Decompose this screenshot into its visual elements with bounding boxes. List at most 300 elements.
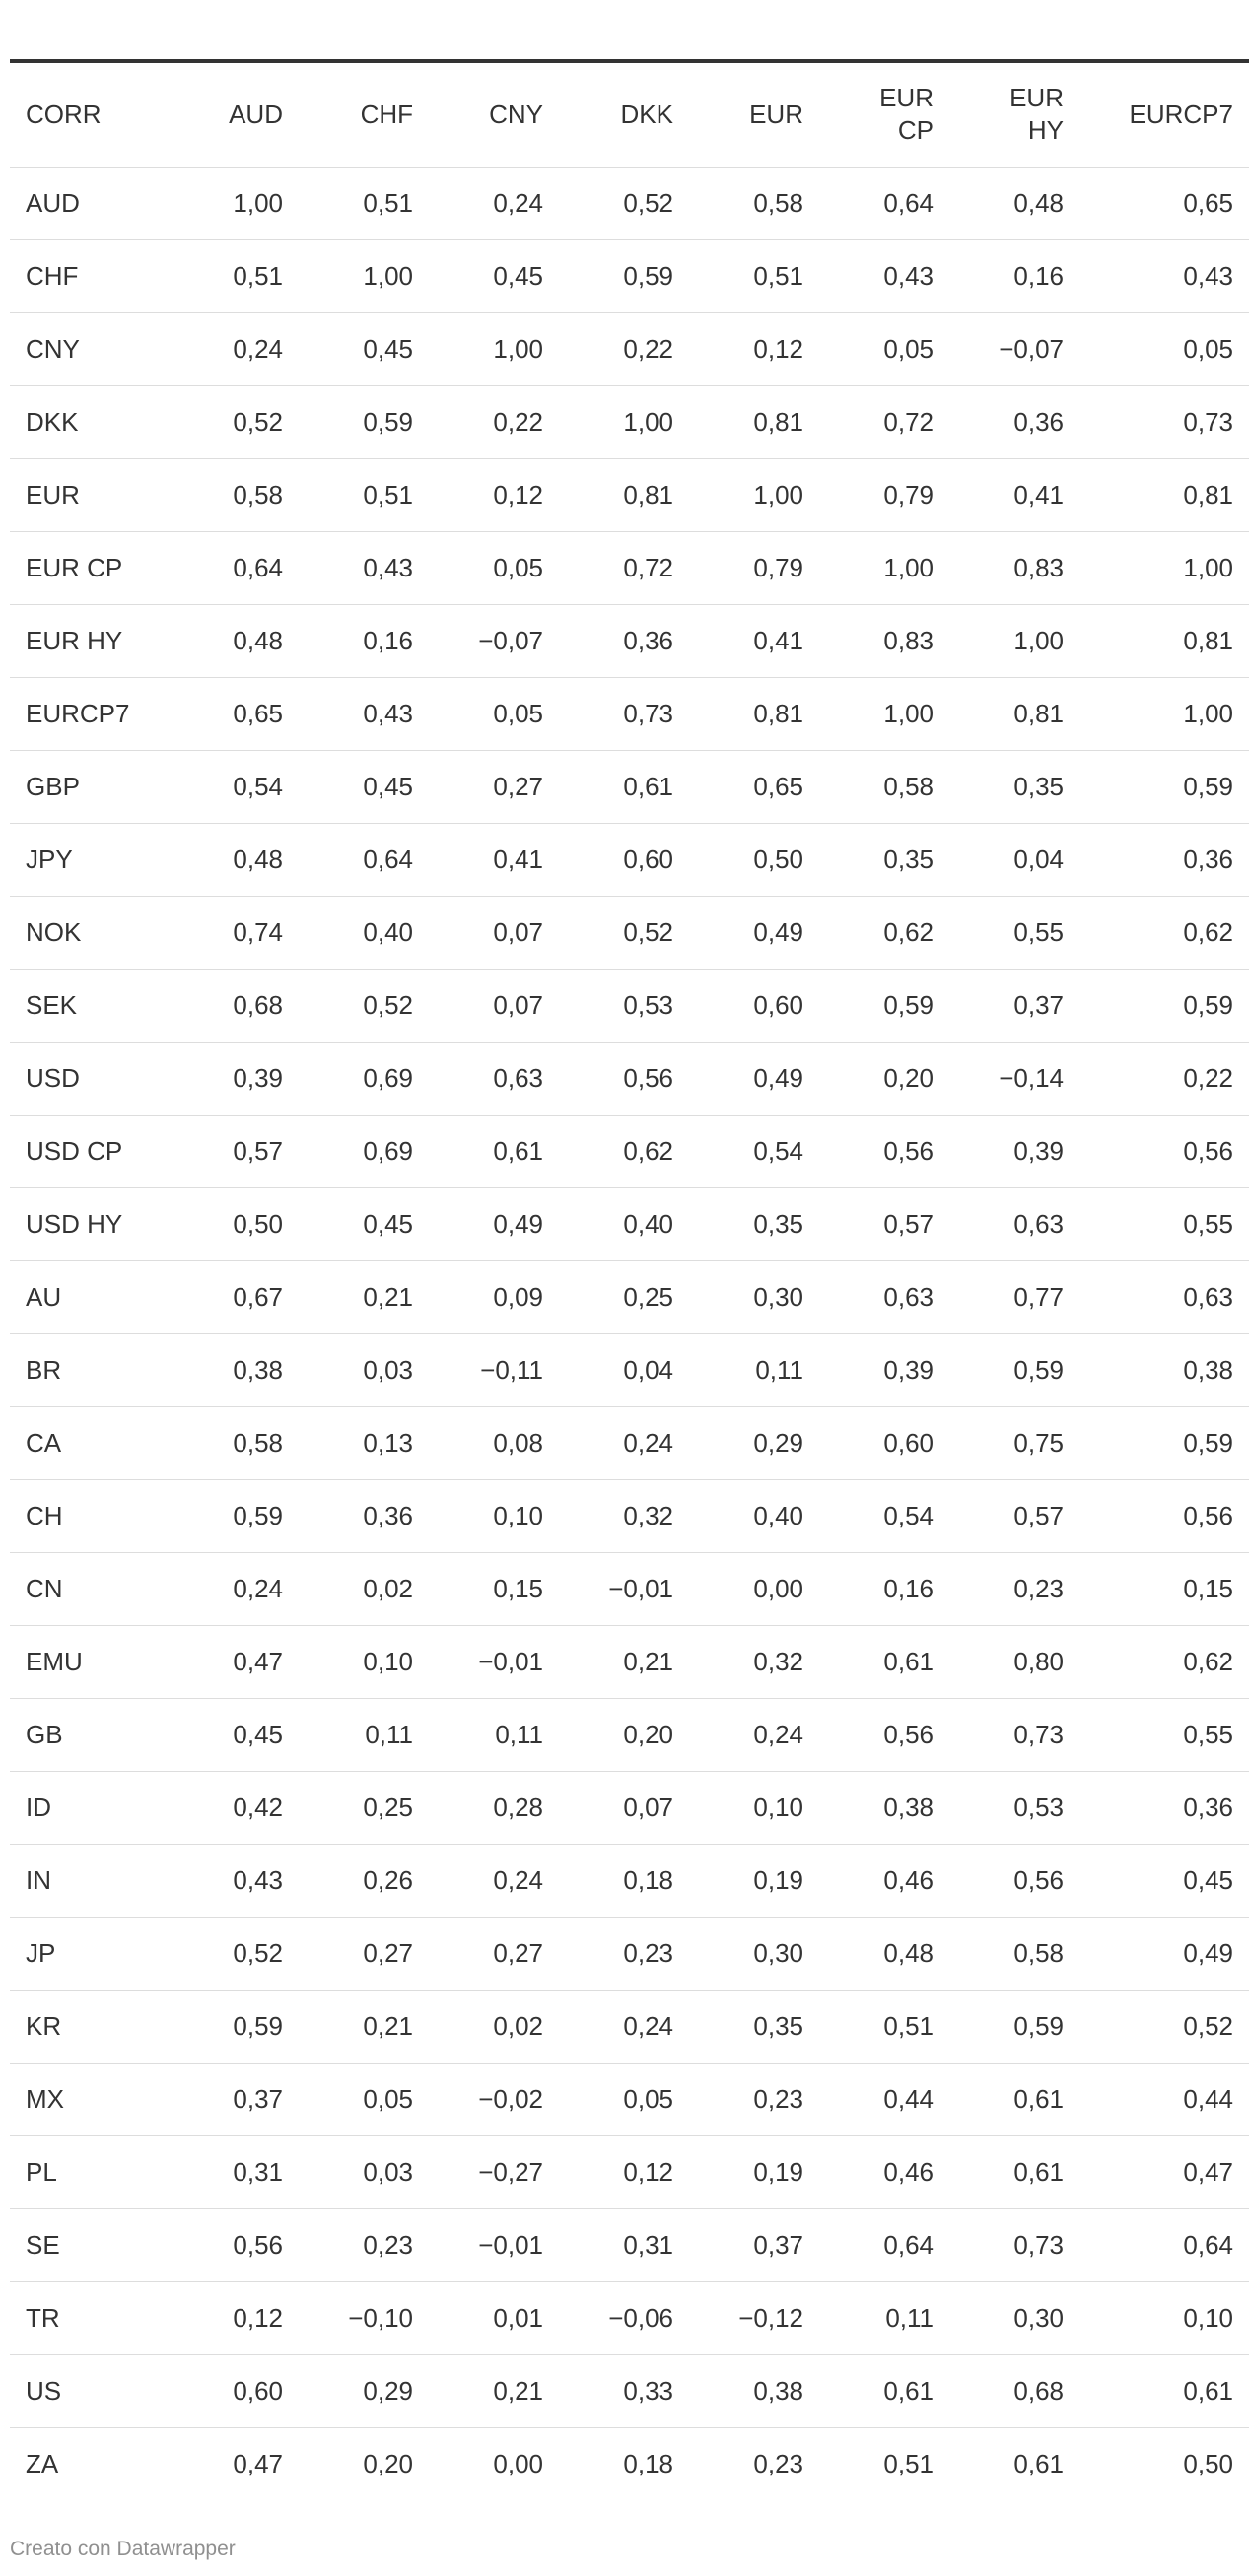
table-cell: 0,15 <box>1183 1573 1233 1603</box>
table-cell: 0,61 <box>1013 2083 1064 2114</box>
table-cell: 0,05 <box>1183 333 1233 364</box>
table-cell: 0,00 <box>493 2448 543 2478</box>
table-cell: 0,23 <box>753 2448 803 2478</box>
table-cell: 0,00 <box>753 1573 803 1603</box>
table-cell: 0,29 <box>753 1427 803 1457</box>
table-cell: 0,22 <box>493 406 543 437</box>
table-cell: 0,35 <box>753 1208 803 1239</box>
table-cell: 0,13 <box>363 1427 413 1457</box>
table-cell: 0,31 <box>623 2229 673 2260</box>
table-cell: 0,28 <box>493 1792 543 1822</box>
table-cell: −0,06 <box>608 2302 673 2333</box>
table-row <box>10 1333 1249 1406</box>
table-cell: 0,83 <box>1013 552 1064 582</box>
table-cell: 0,51 <box>233 260 283 291</box>
row-label: EUR CP <box>26 552 123 582</box>
row-label: NOK <box>26 916 82 947</box>
table-row <box>10 604 1249 677</box>
table-cell: 0,73 <box>623 698 673 728</box>
table-cell: 0,30 <box>753 1281 803 1312</box>
column-header: EUR HY <box>1009 83 1064 146</box>
table-cell: 0,49 <box>753 916 803 947</box>
table-row <box>10 1406 1249 1479</box>
table-cell: 0,27 <box>363 1937 413 1968</box>
table-cell: 0,62 <box>1183 916 1233 947</box>
table-cell: 0,36 <box>623 625 673 655</box>
table-cell: −0,10 <box>348 2302 413 2333</box>
table-cell: 0,43 <box>363 552 413 582</box>
table-cell: 0,62 <box>883 916 934 947</box>
table-cell: 0,49 <box>1183 1937 1233 1968</box>
table-cell: 0,81 <box>753 698 803 728</box>
table-cell: 0,47 <box>233 1646 283 1676</box>
table-cell: 0,59 <box>233 1500 283 1530</box>
table-cell: 0,73 <box>1013 1719 1064 1749</box>
table-cell: 0,38 <box>1183 1354 1233 1385</box>
table-cell: 0,22 <box>623 333 673 364</box>
table-row <box>10 2354 1249 2427</box>
table-cell: 0,43 <box>233 1864 283 1895</box>
table-cell: 0,68 <box>233 989 283 1020</box>
table-cell: 0,38 <box>883 1792 934 1822</box>
correlation-table <box>10 59 1249 2500</box>
table-cell: 0,15 <box>493 1573 543 1603</box>
table-cell: 0,24 <box>623 2010 673 2041</box>
table-cell: 0,58 <box>883 771 934 801</box>
table-cell: 0,38 <box>233 1354 283 1385</box>
table-cell: 0,81 <box>1183 479 1233 509</box>
table-cell: 0,67 <box>233 1281 283 1312</box>
table-cell: 0,39 <box>233 1062 283 1093</box>
row-label: USD CP <box>26 1135 123 1166</box>
table-cell: 0,61 <box>1013 2448 1064 2478</box>
table-cell: 0,23 <box>753 2083 803 2114</box>
table-cell: 0,16 <box>363 625 413 655</box>
table-cell: 0,07 <box>493 989 543 1020</box>
table-cell: 0,29 <box>363 2375 413 2406</box>
table-cell: 0,20 <box>883 1062 934 1093</box>
table-cell: 0,51 <box>883 2448 934 2478</box>
table-cell: 1,00 <box>363 260 413 291</box>
table-cell: 0,05 <box>493 698 543 728</box>
table-cell: 0,81 <box>1013 698 1064 728</box>
table-cell: 0,56 <box>883 1135 934 1166</box>
table-row <box>10 2427 1249 2500</box>
table-cell: 0,11 <box>365 1719 413 1749</box>
table-cell: 0,08 <box>493 1427 543 1457</box>
table-cell: 0,56 <box>883 1719 934 1749</box>
table-cell: 0,45 <box>1183 1864 1233 1895</box>
table-cell: 0,21 <box>363 1281 413 1312</box>
table-cell: 0,59 <box>1013 1354 1064 1385</box>
table-cell: 0,40 <box>623 1208 673 1239</box>
table-row <box>10 1552 1249 1625</box>
table-cell: 1,00 <box>1183 698 1233 728</box>
row-label: BR <box>26 1354 62 1385</box>
table-row <box>10 2135 1249 2208</box>
table-cell: −0,11 <box>480 1354 543 1385</box>
table-cell: 0,05 <box>883 333 934 364</box>
table-cell: 0,21 <box>363 2010 413 2041</box>
table-cell: 0,63 <box>883 1281 934 1312</box>
table-cell: 0,24 <box>623 1427 673 1457</box>
table-cell: 0,45 <box>363 1208 413 1239</box>
table-cell: 0,24 <box>493 1864 543 1895</box>
table-cell: 0,53 <box>1013 1792 1064 1822</box>
table-cell: 0,48 <box>883 1937 934 1968</box>
table-row <box>10 458 1249 531</box>
table-cell: 0,10 <box>493 1500 543 1530</box>
table-cell: 0,45 <box>363 771 413 801</box>
table-cell: −0,01 <box>478 2229 543 2260</box>
table-cell: 0,48 <box>1013 187 1064 218</box>
table-cell: 0,04 <box>1013 844 1064 874</box>
table-cell: 0,83 <box>883 625 934 655</box>
table-cell: 0,59 <box>363 406 413 437</box>
table-cell: 0,02 <box>363 1573 413 1603</box>
table-cell: 0,51 <box>753 260 803 291</box>
table-body <box>10 167 1249 2500</box>
table-cell: 0,52 <box>623 187 673 218</box>
table-cell: 0,49 <box>493 1208 543 1239</box>
row-label: USD <box>26 1062 80 1093</box>
row-label: JP <box>26 1937 56 1968</box>
row-label: AU <box>26 1281 62 1312</box>
table-row <box>10 385 1249 458</box>
table-row <box>10 896 1249 969</box>
table-cell: 0,81 <box>753 406 803 437</box>
table-cell: 0,57 <box>233 1135 283 1166</box>
table-cell: 0,37 <box>1013 989 1064 1020</box>
table-cell: 0,23 <box>363 2229 413 2260</box>
row-label: ZA <box>26 2448 59 2478</box>
table-cell: 0,51 <box>883 2010 934 2041</box>
table-cell: 0,65 <box>753 771 803 801</box>
table-row <box>10 167 1249 239</box>
table-cell: 0,59 <box>883 989 934 1020</box>
table-cell: 0,52 <box>363 989 413 1020</box>
table-cell: 0,51 <box>363 187 413 218</box>
table-row <box>10 823 1249 896</box>
table-cell: 0,77 <box>1013 1281 1064 1312</box>
table-cell: 0,18 <box>623 2448 673 2478</box>
table-cell: 0,24 <box>493 187 543 218</box>
table-cell: 0,27 <box>493 1937 543 1968</box>
row-label: SEK <box>26 989 78 1020</box>
table-cell: 0,16 <box>883 1573 934 1603</box>
row-label: ID <box>26 1792 51 1822</box>
row-label: JPY <box>26 844 73 874</box>
table-cell: 0,12 <box>493 479 543 509</box>
row-label: EURCP7 <box>26 698 130 728</box>
table-cell: 0,79 <box>883 479 934 509</box>
table-header <box>10 61 1249 167</box>
table-cell: 0,19 <box>753 1864 803 1895</box>
table-cell: 0,55 <box>1183 1719 1233 1749</box>
table-row <box>10 1479 1249 1552</box>
table-cell: 0,64 <box>363 844 413 874</box>
table-cell: −0,01 <box>608 1573 673 1603</box>
table-cell: 0,07 <box>493 916 543 947</box>
row-label: DKK <box>26 406 79 437</box>
table-cell: −0,02 <box>478 2083 543 2114</box>
table-cell: 0,03 <box>363 2156 413 2187</box>
table-cell: 0,47 <box>1183 2156 1233 2187</box>
table-cell: 0,39 <box>1013 1135 1064 1166</box>
column-header: EUR CP <box>879 83 934 146</box>
table-cell: 0,05 <box>493 552 543 582</box>
table-cell: 0,25 <box>623 1281 673 1312</box>
table-cell: 0,61 <box>883 2375 934 2406</box>
table-cell: 0,62 <box>623 1135 673 1166</box>
table-cell: 0,63 <box>1183 1281 1233 1312</box>
table-cell: 0,72 <box>623 552 673 582</box>
table-cell: 0,50 <box>753 844 803 874</box>
table-cell: 0,21 <box>623 1646 673 1676</box>
table-cell: 0,45 <box>363 333 413 364</box>
table-cell: 0,11 <box>495 1719 543 1749</box>
table-cell: 0,12 <box>233 2302 283 2333</box>
table-cell: 0,79 <box>753 552 803 582</box>
table-cell: 0,49 <box>753 1062 803 1093</box>
table-row <box>10 239 1249 312</box>
table-cell: 0,58 <box>753 187 803 218</box>
table-cell: 0,32 <box>623 1500 673 1530</box>
table-cell: 0,61 <box>1013 2156 1064 2187</box>
table-cell: 0,05 <box>363 2083 413 2114</box>
row-label: US <box>26 2375 62 2406</box>
table-cell: 0,05 <box>623 2083 673 2114</box>
table-cell: 0,38 <box>753 2375 803 2406</box>
table-cell: 0,23 <box>1013 1573 1064 1603</box>
table-cell: 0,52 <box>233 1937 283 1968</box>
row-label: CNY <box>26 333 80 364</box>
row-label: EUR <box>26 479 80 509</box>
table-cell: 1,00 <box>623 406 673 437</box>
table-cell: 0,20 <box>623 1719 673 1749</box>
table-cell: 0,68 <box>1013 2375 1064 2406</box>
row-label: USD HY <box>26 1208 123 1239</box>
table-cell: 0,65 <box>233 698 283 728</box>
table-cell: 0,63 <box>493 1062 543 1093</box>
row-label: PL <box>26 2156 57 2187</box>
table-cell: 0,41 <box>1013 479 1064 509</box>
table-cell: 0,43 <box>1183 260 1233 291</box>
table-cell: 0,09 <box>493 1281 543 1312</box>
row-label: CH <box>26 1500 63 1530</box>
table-cell: 0,43 <box>363 698 413 728</box>
table-row <box>10 2281 1249 2354</box>
table-cell: 0,52 <box>623 916 673 947</box>
row-label: SE <box>26 2229 60 2260</box>
table-cell: 0,56 <box>1183 1135 1233 1166</box>
table-cell: 0,64 <box>883 187 934 218</box>
table-cell: 0,55 <box>1183 1208 1233 1239</box>
table-cell: 0,57 <box>883 1208 934 1239</box>
table-cell: 0,30 <box>753 1937 803 1968</box>
table-cell: 1,00 <box>883 552 934 582</box>
table-cell: 0,54 <box>233 771 283 801</box>
table-cell: 0,64 <box>233 552 283 582</box>
table-cell: 0,47 <box>233 2448 283 2478</box>
row-label: IN <box>26 1864 51 1895</box>
column-header: CHF <box>360 99 413 129</box>
table-cell: 0,74 <box>233 916 283 947</box>
row-label: CN <box>26 1573 63 1603</box>
table-cell: 0,41 <box>493 844 543 874</box>
table-cell: 0,37 <box>233 2083 283 2114</box>
table-cell: 0,48 <box>233 625 283 655</box>
table-cell: 0,36 <box>1013 406 1064 437</box>
column-header: EURCP7 <box>1129 99 1233 129</box>
table-row <box>10 1042 1249 1115</box>
table-cell: 0,07 <box>623 1792 673 1822</box>
table-row <box>10 1260 1249 1333</box>
table-cell: 1,00 <box>883 698 934 728</box>
table-cell: 0,51 <box>363 479 413 509</box>
table-cell: 0,64 <box>1183 2229 1233 2260</box>
table-cell: 0,44 <box>1183 2083 1233 2114</box>
table-cell: 0,25 <box>363 1792 413 1822</box>
table-cell: 0,11 <box>755 1354 803 1385</box>
table-cell: 0,53 <box>623 989 673 1020</box>
table-cell: 0,61 <box>623 771 673 801</box>
table-cell: 1,00 <box>1013 625 1064 655</box>
table-cell: −0,07 <box>478 625 543 655</box>
table-cell: 0,45 <box>493 260 543 291</box>
table-cell: 0,48 <box>233 844 283 874</box>
table-cell: 0,24 <box>753 1719 803 1749</box>
table-cell: 0,59 <box>1183 771 1233 801</box>
table-cell: 0,61 <box>883 1646 934 1676</box>
table-cell: 0,59 <box>623 260 673 291</box>
table-cell: 0,19 <box>753 2156 803 2187</box>
column-header: EUR <box>749 99 803 129</box>
table-cell: 0,22 <box>1183 1062 1233 1093</box>
table-cell: 1,00 <box>233 187 283 218</box>
table-cell: 0,80 <box>1013 1646 1064 1676</box>
table-cell: 0,24 <box>233 1573 283 1603</box>
table-cell: 0,36 <box>1183 844 1233 874</box>
table-cell: 0,58 <box>233 479 283 509</box>
table-cell: 0,40 <box>363 916 413 947</box>
table-row <box>10 1698 1249 1771</box>
table-cell: 0,03 <box>363 1354 413 1385</box>
table-cell: 0,55 <box>1013 916 1064 947</box>
row-label: CHF <box>26 260 79 291</box>
table-cell: 0,32 <box>753 1646 803 1676</box>
table-row <box>10 1990 1249 2063</box>
table-cell: 0,40 <box>753 1500 803 1530</box>
table-row <box>10 1625 1249 1698</box>
table-cell: 0,81 <box>1183 625 1233 655</box>
table-row <box>10 2208 1249 2281</box>
table-row <box>10 531 1249 604</box>
table-cell: 0,56 <box>233 2229 283 2260</box>
table-cell: 0,41 <box>753 625 803 655</box>
table-cell: 0,36 <box>363 1500 413 1530</box>
table-cell: 0,54 <box>883 1500 934 1530</box>
header-row <box>10 61 1249 167</box>
table-cell: 0,35 <box>753 2010 803 2041</box>
table-cell: 0,69 <box>363 1135 413 1166</box>
table-cell: 0,63 <box>1013 1208 1064 1239</box>
table-cell: −0,12 <box>738 2302 803 2333</box>
table-cell: 0,61 <box>493 1135 543 1166</box>
table-cell: 0,45 <box>233 1719 283 1749</box>
table-row <box>10 1187 1249 1260</box>
table-cell: 0,54 <box>753 1135 803 1166</box>
table-cell: 0,60 <box>623 844 673 874</box>
table-cell: 0,60 <box>883 1427 934 1457</box>
table-cell: 1,00 <box>1183 552 1233 582</box>
table-row <box>10 2063 1249 2135</box>
table-cell: 0,58 <box>1013 1937 1064 1968</box>
table-cell: 0,31 <box>233 2156 283 2187</box>
table-cell: 0,10 <box>753 1792 803 1822</box>
row-label: EUR HY <box>26 625 123 655</box>
table-cell: 0,65 <box>1183 187 1233 218</box>
row-label: AUD <box>26 187 80 218</box>
table-cell: 0,02 <box>493 2010 543 2041</box>
table-cell: 0,01 <box>493 2302 543 2333</box>
table-cell: 0,43 <box>883 260 934 291</box>
table-cell: 0,81 <box>623 479 673 509</box>
row-label: CA <box>26 1427 62 1457</box>
table-cell: 0,37 <box>753 2229 803 2260</box>
table-cell: 0,50 <box>1183 2448 1233 2478</box>
table-cell: 0,39 <box>883 1354 934 1385</box>
table-cell: 0,73 <box>1013 2229 1064 2260</box>
table-cell: 0,35 <box>883 844 934 874</box>
table-cell: 0,75 <box>1013 1427 1064 1457</box>
table-cell: 0,10 <box>1183 2302 1233 2333</box>
table-row <box>10 1917 1249 1990</box>
table-row <box>10 1844 1249 1917</box>
table-cell: 0,16 <box>1013 260 1064 291</box>
table-cell: 0,24 <box>233 333 283 364</box>
table-cell: 0,73 <box>1183 406 1233 437</box>
column-header: DKK <box>620 99 673 129</box>
table-cell: 0,72 <box>883 406 934 437</box>
table-cell: 0,60 <box>753 989 803 1020</box>
table-cell: 0,18 <box>623 1864 673 1895</box>
table-cell: 0,59 <box>1183 1427 1233 1457</box>
row-label: TR <box>26 2302 60 2333</box>
column-header: AUD <box>229 99 283 129</box>
table-row <box>10 677 1249 750</box>
footer-credit: Creato con Datawrapper <box>10 2538 236 2560</box>
table-row <box>10 750 1249 823</box>
table-cell: 1,00 <box>753 479 803 509</box>
table-cell: 0,04 <box>623 1354 673 1385</box>
table-cell: 0,61 <box>1183 2375 1233 2406</box>
table-cell: 0,50 <box>233 1208 283 1239</box>
table-cell: 0,46 <box>883 2156 934 2187</box>
table-cell: 0,12 <box>753 333 803 364</box>
table-row <box>10 1115 1249 1187</box>
table-cell: 0,57 <box>1013 1500 1064 1530</box>
table-cell: 0,27 <box>493 771 543 801</box>
table-cell: 0,12 <box>623 2156 673 2187</box>
table-cell: 0,56 <box>1013 1864 1064 1895</box>
correlation-table-container <box>10 59 1233 2500</box>
table-cell: 0,21 <box>493 2375 543 2406</box>
table-cell: 0,36 <box>1183 1792 1233 1822</box>
row-label: KR <box>26 2010 62 2041</box>
table-cell: 0,52 <box>233 406 283 437</box>
table-cell: 0,26 <box>363 1864 413 1895</box>
